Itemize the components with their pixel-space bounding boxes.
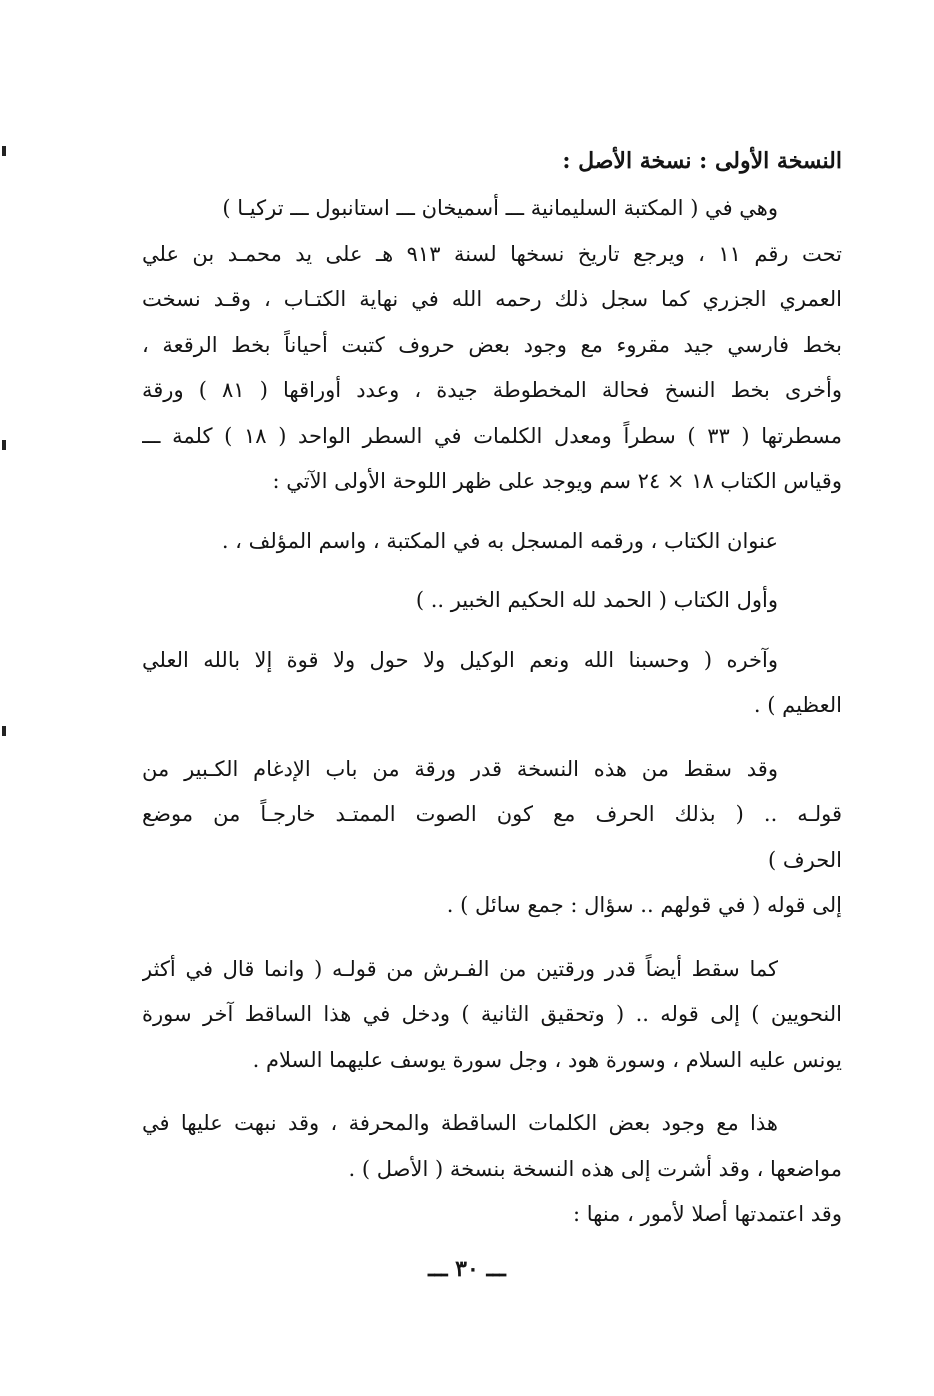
text-line: مواضعها ، وقد أشرت إلى هذه النسخة بنسخة ( الأصل ) . (348, 1156, 842, 1181)
margin-mark (2, 146, 6, 156)
paragraph-corrections (142, 1101, 842, 1238)
text-line: وآخره ( وحسبنا الله ونعم الوكيل ولا حول ولا قوة إلا بالله العلي (142, 647, 778, 672)
text-line: إلى قوله ( في قولهم .. سؤال : جمع سائل ) . (446, 893, 842, 917)
paragraph-book-end (142, 638, 842, 729)
text-line: تحت رقم ١١ ، ويرجع تاريخ نسخها لسنة ٩١٣ هـ على يد محمـد بن علي (142, 241, 842, 266)
paragraph-missing-two-leaves (142, 947, 842, 1084)
text-line: العمري الجزري كما سجل ذلك رحمه الله في نهاية الكتـاب ، وقـد نسخت (142, 287, 842, 311)
text-line: قولـه .. ( بذلك الحرف مع كون الصوت الممتـد خارجـاً من موضع (142, 802, 842, 826)
text-line: وقد اعتمدتها أصلا لأمور ، منها : (573, 1202, 842, 1226)
text-line: وقد سقط من هذه النسخة قدر ورقة من باب الإدغام الكـبير من (142, 756, 778, 781)
text-line: الحرف ) (767, 847, 842, 872)
text-line: كما سقط أيضاً قدر ورقتين من الفـرش من قولـه ( وانما قال في أكثر (142, 956, 778, 981)
text-line: وقياس الكتاب ١٨ × ٢٤ سم ويوجد على ظهر اللوحة الأولى الآتي : (272, 469, 842, 493)
body-text (142, 136, 842, 1238)
text-line: وهي في ( المكتبة السليمانية ـــ أسميخان ـــ استانبول ـــ تركيـا ) (222, 196, 778, 220)
paragraph-title-page: عنوان الكتاب ، ورقمه المسجل به في المكتبة ، واسم المؤلف ، . (221, 528, 778, 553)
page-number: ـــ ٣٠ ـــ (428, 1256, 506, 1282)
text-line: هذا مع وجود بعض الكلمات الساقطة والمحرفة ، وقد نبهت عليها في (142, 1111, 778, 1135)
paragraph-book-start: وأول الكتاب ( الحمد لله الحكيم الخبير .. ) (415, 588, 778, 612)
margin-mark (2, 726, 6, 736)
text-line: وأخرى بخط النسخ فحالة المخطوطة جيدة ، وعدد أوراقها ( ٨١ ) ورقة (142, 378, 842, 402)
text-line: بخط فارسي جيد مقروء مع وجود بعض حروف كتبت أحياناً بخط الرقعة ، (142, 332, 842, 357)
margin-mark (2, 440, 6, 450)
text-line: النحويين ) إلى قوله .. ( وتحقيق الثانية ) ودخل في هذا الساقط آخر سورة (142, 1002, 842, 1026)
section-heading: النسخة الأولى : نسخة الأصل : (562, 148, 842, 174)
paragraph-missing-leaf (142, 747, 842, 929)
paragraph-source-description (142, 186, 842, 505)
text-line: العظيم ) . (753, 693, 842, 717)
text-line: مسطرتها ( ٣٣ ) سطراً ومعدل الكلمات في السطر الواحد ( ١٨ ) كلمة ـــ (142, 423, 842, 448)
text-line: يونس عليه السلام ، وسورة هود ، وجل سورة يوسف عليهما السلام . (252, 1047, 842, 1072)
